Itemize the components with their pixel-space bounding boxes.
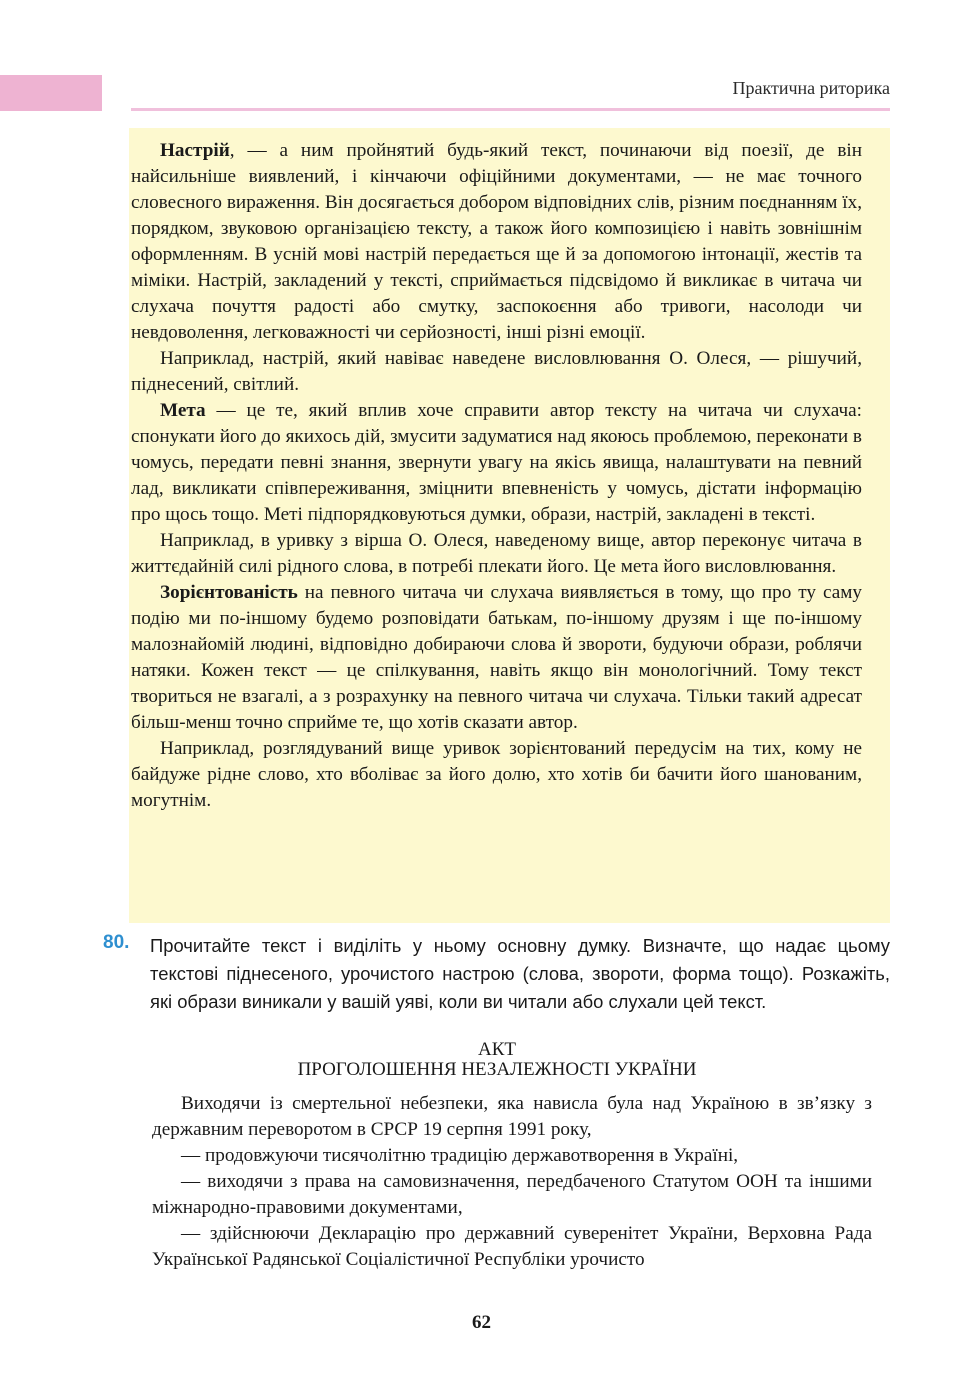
term-mood: Настрій [160,140,230,161]
header-rule [131,108,890,111]
theory-text [131,138,862,814]
page-tab-decoration [0,75,102,111]
document-paragraph: Виходячи із смертельної небезпеки, яка нависла була над Україною в зв’язку з державним переворотом в СРСР 19 серпня 1991 року, [152,1093,872,1140]
document-paragraph: — здійснюючи Декларацію про державний суверенітет України, Верховна Рада Української Радянської Соціалістичної Республіки урочисто [152,1223,872,1270]
paragraph-mood-example: Наприклад, настрій, який навіває наведене висловлювання О. Олеся, — рішучий, піднесений, світлий. [131,348,862,395]
paragraph-goal-example: Наприклад, в уривку з вірша О. Олеся, наведеному вище, автор переконує читача в життєдайній силі рідного слова, в потребі плекати його. Це мета його висловлювання. [131,530,862,577]
task-number: 80. [103,932,130,953]
paragraph-orientation: Зорієнтованість на певного читача чи слухача виявляється в тому, що про ту саму подію ми по-іншому будемо розповідати батькам, по-іншому друзям і ще по-іншому малознайомій людині, відповідно добираючи слова й звороти, будуючи образи, роблячи натяки. Кожен текст — це спілкування, навіть якщо він монологічний. Тому текст твориться не взагалі, а з розрахунку на певного читача чи слухача. Тільки такий адресат більш-менш точно сприйме те, що хотів сказати автор. [131,582,862,733]
term-goal: Мета [160,400,206,421]
paragraph-mood: Настрій, — а ним пройнятий будь-який текст, починаючи від поезії, де він найсильніше виявлений, і кінчаючи офіційними документами, — не має точного словесного вираження. Він досягається добором відповідних слів, різним поєднанням їх, порядком, звуковою організацією тексту, а також його композицією і навіть зовнішнім оформленням. В усній мові настрій передається ще й за допомогою інтонації, жестів та міміки. Настрій, закладений у тексті, сприймається підсвідомо й викликає в читача чи слухача почуття радості або смутку, заспокоєння або тривоги, насолоди чи невдоволення, легковажності чи серйозності, інші різні емоції. [131,140,862,343]
document-paragraph: — продовжуючи тисячолітню традицію державотворення в Україні, [181,1145,739,1166]
document-paragraph: — виходячи з права на самовизначення, передбаченого Статутом ООН та іншими міжнародно-правовими документами, [152,1171,872,1218]
task-text: Прочитайте текст і виділіть у ньому основну думку. Визначте, що надає цьому текстові піднесеного, урочистого настрою (слова, звороти, форма тощо). Розкажіть, які образи виникали у вашій уяві, коли ви читали або слухали цей текст. [150,935,890,1012]
page-number: 62 [472,1312,491,1333]
paragraph-orientation-example: Наприклад, розглядуваний вище уривок зорієнтований передусім на тих, кому не байдуже рідне слово, хто вболіває за його долю, хто хотів би бачити його шанованим, могутнім. [131,738,862,811]
document-text [152,1091,872,1273]
document-subtitle: ПРОГОЛОШЕННЯ НЕЗАЛЕЖНОСТІ УКРАЇНИ [297,1059,697,1080]
term-orientation: Зорієнтованість [160,582,298,603]
running-header: Практична риторика [732,78,890,98]
document-title: АКТ [478,1039,516,1060]
paragraph-goal: Мета — це те, який вплив хоче справити автор тексту на читача чи слухача: спонукати його до якихось дій, змусити задуматися над якоюсь проблемою, переконати в чомусь, передати певні знання, звернути увагу на якісь явища, налаштувати на певний лад, викликати співпереживання, зміцнити впевненість у чомусь, дістати інформацію про щось тощо. Меті підпорядковуються думки, образи, настрій, закладені в тексті. [131,400,862,525]
